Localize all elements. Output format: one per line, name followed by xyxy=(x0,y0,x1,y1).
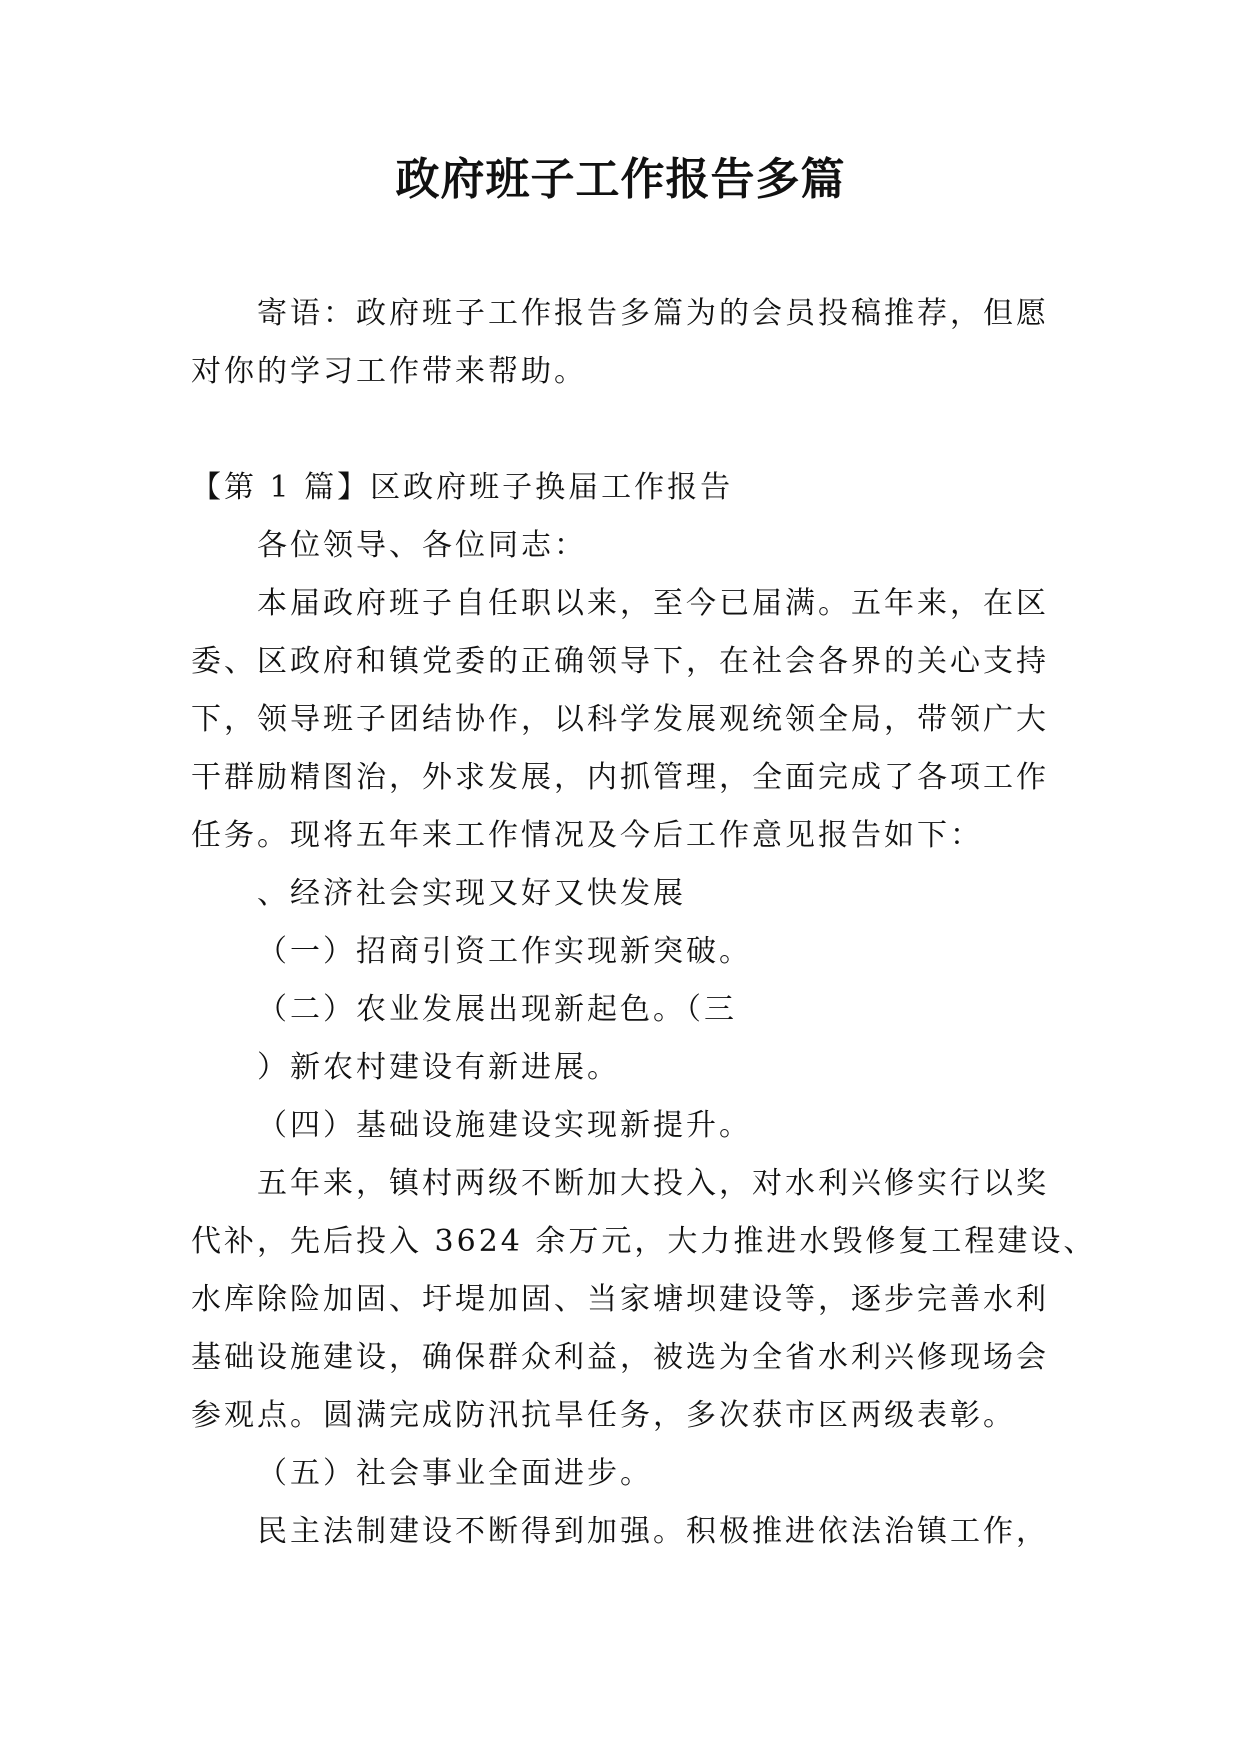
paragraph-line: 五年来，镇村两级不断加大投入，对水利兴修实行以奖 xyxy=(257,1166,1049,1201)
paragraph-line: 水库除险加固、圩堤加固、当家塘坝建设等，逐步完善水利 xyxy=(191,1282,1049,1317)
paragraph-line: 任务。现将五年来工作情况及今后工作意见报告如下： xyxy=(191,818,983,853)
salutation: 各位领导、各位同志： xyxy=(257,528,587,563)
paragraph-line: 干群励精图治，外求发展，内抓管理，全面完成了各项工作 xyxy=(191,760,1049,795)
section-heading: 【第 1 篇】区政府班子换届工作报告 xyxy=(191,470,734,505)
foreword-line-2: 对你的学习工作带来帮助。 xyxy=(191,354,587,389)
subheading: （五）社会事业全面进步。 xyxy=(257,1456,653,1491)
paragraph-line: 代补，先后投入 3624 余万元，大力推进水毁修复工程建设、 xyxy=(191,1224,1097,1259)
paragraph-line: 基础设施建设，确保群众利益，被选为全省水利兴修现场会 xyxy=(191,1340,1049,1375)
subheading: （四）基础设施建设实现新提升。 xyxy=(257,1108,752,1143)
paragraph-line: 委、区政府和镇党委的正确领导下，在社会各界的关心支持 xyxy=(191,644,1049,679)
paragraph-line: 参观点。圆满完成防汛抗旱任务，多次获市区两级表彰。 xyxy=(191,1398,1016,1433)
document-body xyxy=(191,285,1097,1561)
foreword-line-1: 寄语：政府班子工作报告多篇为的会员投稿推荐，但愿 xyxy=(257,296,1049,331)
paragraph-line: 民主法制建设不断得到加强。积极推进依法治镇工作， xyxy=(257,1514,1049,1549)
subheading: ）新农村建设有新进展。 xyxy=(257,1050,620,1085)
paragraph-line: 本届政府班子自任职以来，至今已届满。五年来，在区 xyxy=(257,586,1049,621)
subheading: 、经济社会实现又好又快发展 xyxy=(257,876,686,911)
document-title: 政府班子工作报告多篇 xyxy=(395,154,846,205)
subheading: （二）农业发展出现新起色。（三 xyxy=(257,992,737,1027)
subheading: （一）招商引资工作实现新突破。 xyxy=(257,934,752,969)
paragraph-line: 下，领导班子团结协作，以科学发展观统领全局，带领广大 xyxy=(191,702,1049,737)
